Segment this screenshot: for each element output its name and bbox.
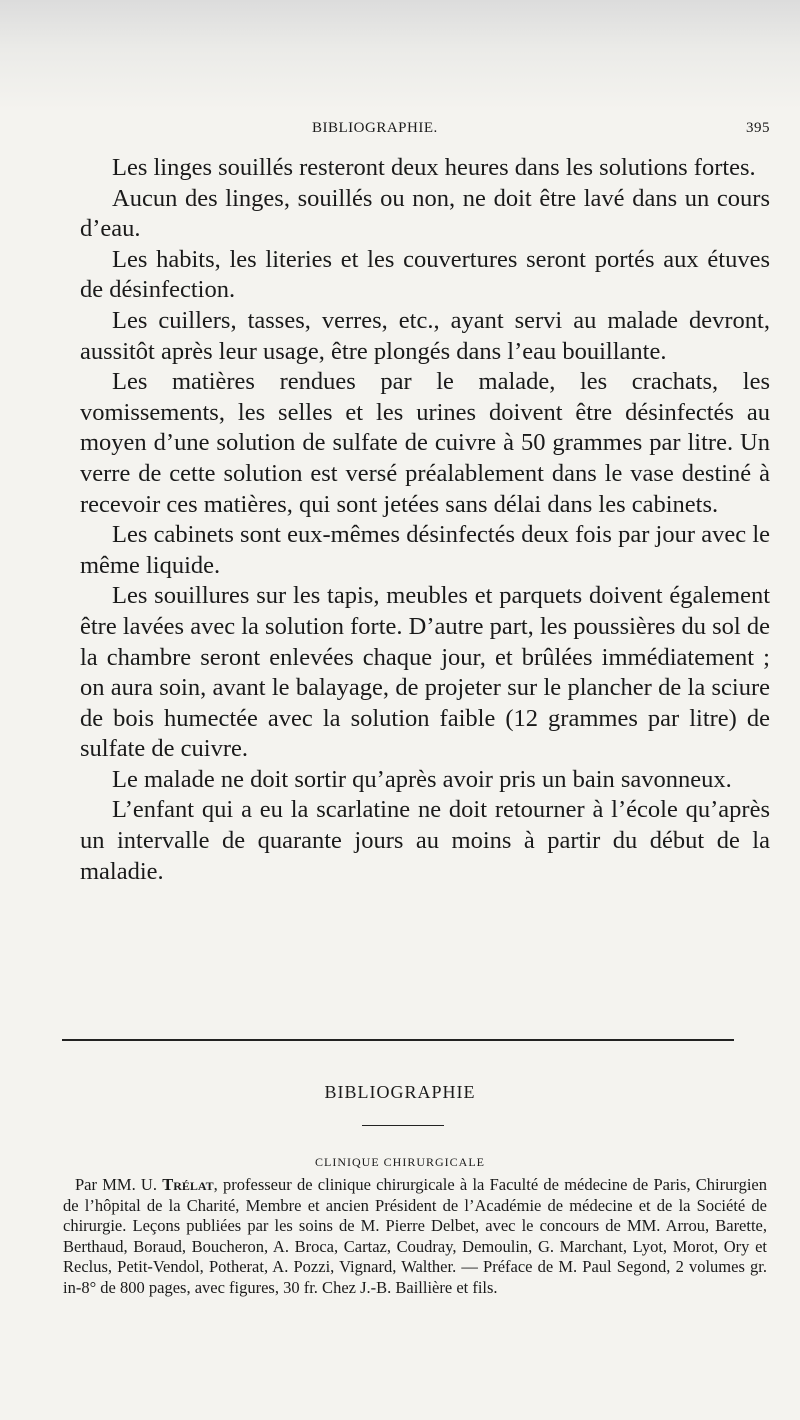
entry-text: , professeur de clinique chirurgicale à la Faculté de médecine de Paris, Chirurgien de l’hôpital de la Charité, Membre et ancien Président de l’Académie de médecine et de la Société de chirurgie. Leçons publiées par les soins de M. Pierre Delbet, avec le concours de MM. Arrou, Barette, Berthaud, Boraud, Boucheron, A. Broca, Cartaz, Coudray, Demoulin, G. Marchant, Lyot, Morot, Ory et Reclus, Petit-Vendol, Potherat, A. Pozzi, Vignard, Walther. — Préface de M. Paul Segond, 2 volumes gr. in-8° de 800 pages, avec figures, 30 fr. Chez J.-B. Baillière et fils. [63,1175,767,1297]
title-underline [362,1125,444,1126]
running-title: BIBLIOGRAPHIE. [312,120,438,136]
paragraph: L’enfant qui a eu la scarlatine ne doit retourner à l’école qu’après un intervalle de quarante jours au moins à partir du début de la maladie. [80,796,770,885]
paragraph: Les matières rendues par le malade, les crachats, les vomissements, les selles et les urines doivent être désinfectés au moyen d’une solution de sulfate de cuivre à 50 grammes par litre. Un verre de cette solution est versé préalablement dans le vase destiné à recevoir ces matières, qui sont jetées sans délai dans les cabinets. [80,368,770,518]
paragraph: Aucun des linges, souillés ou non, ne doit être lavé dans un cours d’eau. [80,184,770,243]
section-title: BIBLIOGRAPHIE [324,1082,476,1102]
running-head [80,120,770,142]
subsection-title: CLINIQUE CHIRURGICALE [315,1155,485,1169]
bibliography-entry [63,1175,767,1299]
body-text [80,153,770,887]
entry-author: Trélat [162,1175,214,1194]
paragraph: Les cuillers, tasses, verres, etc., ayant servi au malade devront, aussitôt après leur usage, être plongés dans l’eau bouillante. [80,306,770,365]
bibliography-entry-text [63,1175,767,1299]
paragraph: Les cabinets sont eux-mêmes désinfectés deux fois par jour avec le même liquide. [80,521,770,579]
entry-prefix: Par MM. U. [75,1175,163,1194]
paragraph: Les souillures sur les tapis, meubles et parquets doivent également être lavées avec la solution forte. D’autre part, les poussières du sol de la chambre seront enlevées chaque jour, et brûlées immédiatement ; on aura soin, avant le balayage, de projeter sur le plancher de la sciure de bois humectée avec la solution faible (12 grammes par litre) de sulfate de cuivre. [80,582,770,763]
page-number: 395 [746,120,770,136]
scan-shadow [0,0,800,110]
section-divider [62,1039,734,1041]
paragraph: Le malade ne doit sortir qu’après avoir pris un bain savonneux. [112,765,732,793]
paragraph: Les linges souillés resteront deux heures dans les solutions fortes. [112,154,756,181]
paragraph: Les habits, les literies et les couvertures seront portés aux étuves de désinfection. [80,245,770,304]
